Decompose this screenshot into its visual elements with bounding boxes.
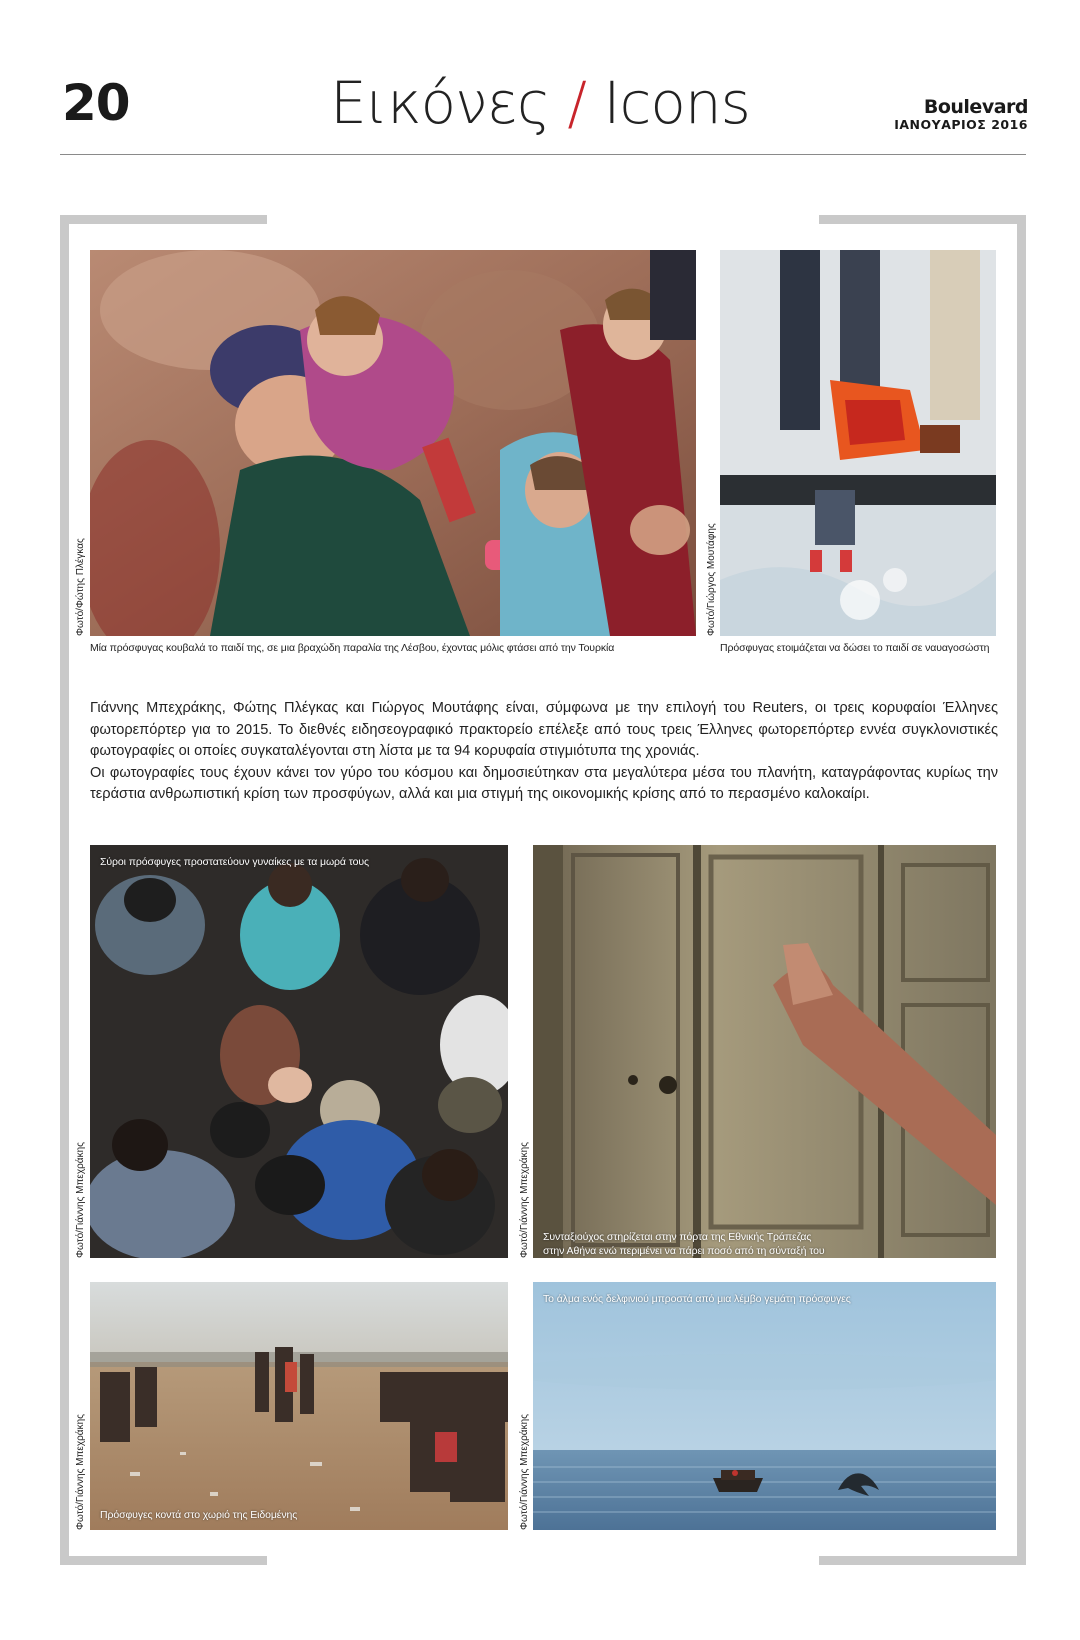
photo-dolphin-refugee-boat — [533, 1282, 996, 1530]
photo-4-caption — [543, 1230, 825, 1258]
header-divider — [60, 154, 1026, 155]
photo-6-caption: Το άλμα ενός δελφινιού μπροστά από μια λέμβο γεμάτη πρόσφυγες — [543, 1293, 851, 1305]
frame-top-left — [60, 215, 267, 224]
photo-1-credit: Φωτό/Φώτης Πλέγκας — [75, 538, 86, 636]
issue-date: ΙΑΝΟΥΑΡΙΟΣ 2016 — [894, 117, 1028, 132]
frame-top-right — [819, 215, 1026, 224]
section-title-slash: / — [567, 69, 586, 137]
article-body — [90, 698, 998, 806]
photo-3-caption: Σύροι πρόσφυγες προστατεύουν γυναίκες με τα μωρά τους — [100, 856, 369, 868]
article-paragraph-1: Γιάννης Μπεχράκης, Φώτης Πλέγκας και Γιώργος Μουτάφης είναι, σύμφωνα με την επιλογή του Reuters, οι τρεις κορυφαίοι Έλληνες φωτορεπόρτερ για το 2015. Το διεθνές ειδησεογραφικό πρακτορείο επέλεξε από τους τρεις Έλληνες φωτορεπόρτερ εννέα συγκλονιστικές φωτογραφίες οι οποίες συγκαταλέγονται στη λίστα με τα 94 κορυφαία στιγμιότυπα της χρονιάς. — [90, 700, 998, 759]
frame-left — [60, 215, 69, 1565]
article-paragraph-2: Οι φωτογραφίες τους έχουν κάνει τον γύρο του κόσμου και δημοσιεύτηκαν στα μεγαλύτερα μέσα του πλανήτη, καταγράφοντας κυρίως την τεράστια ανθρωπιστική κρίση των προσφύγων, αλλά και μια στιγμή της οικονομικής κρίσης από το περασμένο καλοκαίρι. — [90, 764, 998, 802]
frame-bottom-left — [60, 1556, 267, 1565]
brand-logo: Boulevard — [923, 96, 1028, 118]
photo-syrian-refugees-crowd — [90, 845, 508, 1258]
photo-pensioner-bank-door — [533, 845, 996, 1258]
photo-4-caption-line-2: στην Αθήνα ενώ περιμένει να πάρει ποσό από τη σύνταξή του — [543, 1245, 825, 1257]
photo-4-credit: Φωτό/Γιάννης Μπεχράκης — [519, 1142, 530, 1258]
photo-1-caption: Μία πρόσφυγας κουβαλά το παιδί της, σε μια βραχώδη παραλία της Λέσβου, έχοντας μόλις φτάσει από την Τουρκία — [90, 642, 615, 654]
photo-5-caption: Πρόσφυγες κοντά στο χωριό της Ειδομένης — [100, 1509, 298, 1521]
photo-5-credit: Φωτό/Γιάννης Μπεχράκης — [75, 1414, 86, 1530]
section-title-greek: Εικόνες — [330, 69, 550, 137]
photo-2-caption: Πρόσφυγας ετοιμάζεται να δώσει το παιδί σε ναυαγοσώστη — [720, 642, 990, 654]
photo-4-caption-line-1: Συνταξιούχος στηρίζεται στην πόρτα της Εθνικής Τράπεζας — [543, 1231, 812, 1243]
publication-brand — [894, 98, 1028, 132]
photo-refugees-idomeni — [90, 1282, 508, 1530]
photo-6-credit: Φωτό/Γιάννης Μπεχράκης — [519, 1414, 530, 1530]
photo-child-handed-to-lifeguard — [720, 250, 996, 636]
frame-right — [1017, 215, 1026, 1565]
frame-bottom-right — [819, 1556, 1026, 1565]
photo-refugee-mother-child — [90, 250, 696, 636]
photo-3-credit: Φωτό/Γιάννης Μπεχράκης — [75, 1142, 86, 1258]
page-number: 20 — [62, 74, 130, 132]
section-title-english: Icons — [603, 69, 750, 137]
photo-2-credit: Φωτό/Γιώργος Μουτάφης — [706, 523, 717, 636]
